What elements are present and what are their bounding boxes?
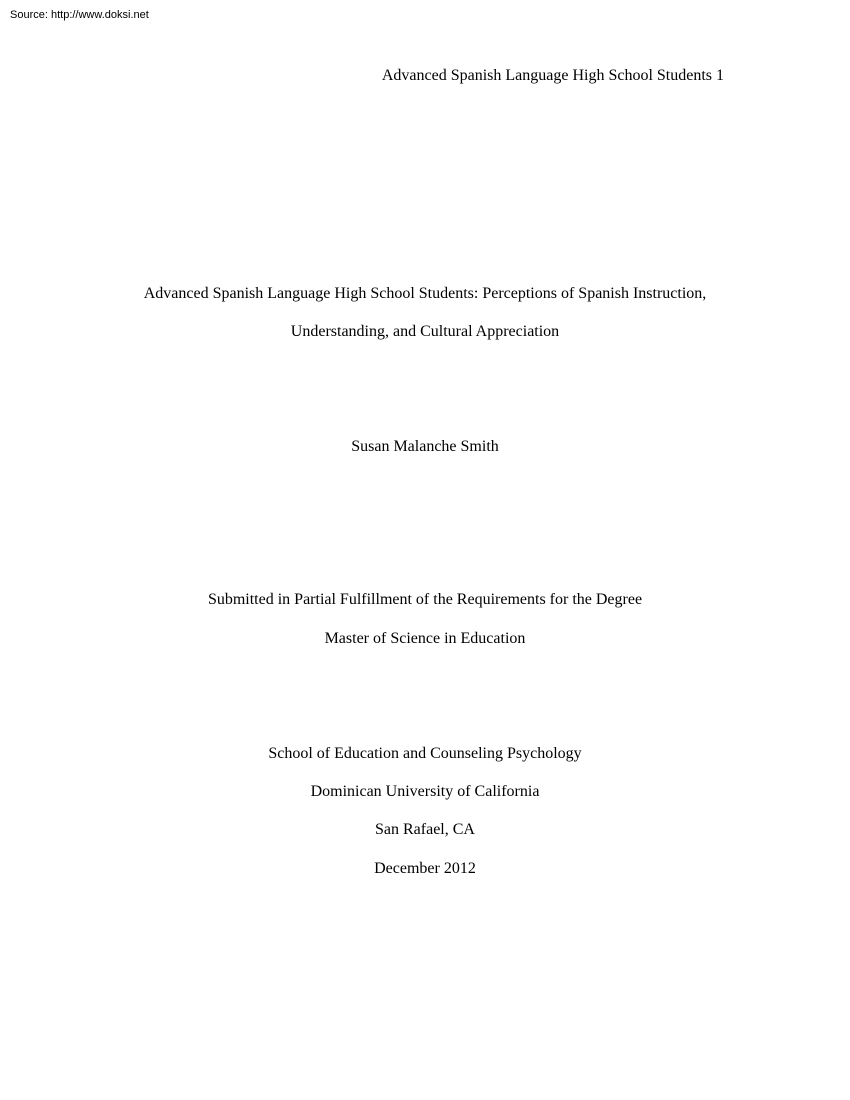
- submission-statement: Submitted in Partial Fulfillment of the Requirements for the Degree: [207, 591, 643, 608]
- title-line-1: Advanced Spanish Language High School Students: Perceptions of Spanish Instruction,: [143, 285, 707, 302]
- submission-date: December 2012: [374, 860, 476, 877]
- school-name: School of Education and Counseling Psychology: [268, 745, 582, 762]
- running-head: [382, 67, 724, 85]
- university-name: Dominican University of California: [310, 783, 540, 800]
- degree-name: Master of Science in Education: [324, 630, 526, 647]
- page-number: 1: [716, 67, 724, 84]
- location: San Rafael, CA: [375, 821, 475, 838]
- author-name: Susan Malanche Smith: [351, 438, 499, 455]
- source-note: Source: http://www.doksi.net: [10, 9, 149, 21]
- title-line-2: Understanding, and Cultural Appreciation: [290, 323, 560, 340]
- running-head-text: Advanced Spanish Language High School Students: [381, 67, 712, 84]
